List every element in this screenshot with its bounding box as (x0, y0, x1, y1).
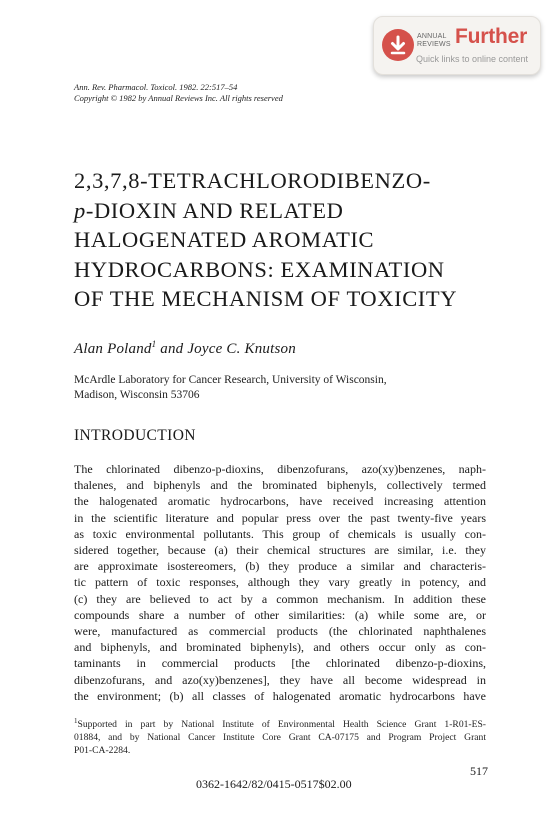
title-italic-p: p (74, 197, 86, 223)
affiliation-line: Madison, Wisconsin 53706 (74, 389, 200, 401)
author-line (74, 339, 296, 358)
section-heading: INTRODUCTION (74, 427, 196, 444)
article-title (74, 166, 514, 314)
title-line (74, 196, 514, 226)
badge-publisher-line: REVIEWS (417, 40, 451, 48)
body-line: the halogenated aromatic hydrocarbons, have received increasing attention (74, 494, 486, 509)
title-line: OF THE MECHANISM OF TOXICITY (74, 286, 458, 311)
badge-publisher (417, 33, 457, 48)
badge-subtitle: Quick links to online content (416, 54, 529, 64)
body-line: tic pattern of toxic responses, although they vary greatly in potency, and (74, 575, 486, 590)
title-line: HYDROCARBONS: EXAMINATION (74, 256, 445, 282)
body-line: the environment; (b) all classes of halogenated aromatic hydrocarbons have (74, 688, 486, 703)
footnote-line (74, 715, 486, 732)
body-text (74, 461, 486, 704)
journal-header (74, 82, 283, 104)
footnote-marker: 1 (74, 717, 78, 725)
page-number: 517 (470, 764, 488, 778)
document-code: 0362-1642/82/0415-0517$02.00 (196, 777, 352, 791)
badge-publisher-line: ANNUAL (417, 33, 447, 40)
author-rest: and Joyce C. Knutson (156, 341, 296, 357)
affiliation (74, 373, 387, 403)
body-line: thalenes, and biphenyls and the brominated biphenyls, collectively termed (74, 478, 486, 493)
title-line-rest: -DIOXIN AND RELATED (85, 197, 344, 223)
badge-title: Further (455, 25, 528, 48)
footnote-text: Supported in part by National Institute of Environmental Health Science Grant 1-R01-ES- (77, 719, 486, 731)
title-line: 2,3,7,8-TETRACHLORODIBENZO- (74, 168, 431, 193)
affiliation-line: McArdle Laboratory for Cancer Research, University of Wisconsin, (74, 374, 387, 386)
body-line: in the scientific literature and popular press over the past twenty-five years (74, 510, 486, 525)
body-line: compounds share a number of other similarities: (a) while some are, or (74, 607, 486, 622)
body-line: sidered together, because (a) their chemical structures are similar, i.e. they (74, 543, 486, 558)
author-first: Alan Poland (74, 341, 152, 357)
footnote-line: P01-CA-2284. (74, 744, 131, 756)
title-line: HALOGENATED AROMATIC (74, 227, 375, 252)
body-line: were, manufactured as commercial products (the chlorinated naphthalenes (74, 624, 486, 639)
author-footnote-marker: 1 (151, 339, 157, 349)
body-line: and biphenyls, and brominated biphenyls), and others occur only as con- (74, 640, 486, 655)
footnote-line: 01884, and by National Cancer Institute Core Grant CA-07175 and Program Project Grant (74, 731, 486, 743)
journal-citation: Ann. Rev. Pharmacol. Toxicol. 1982. 22:517–54 (74, 82, 238, 92)
further-badge[interactable] (373, 16, 541, 75)
body-line: taminants in commercial products [the chlorinated dibenzo-p-dioxins, (74, 656, 486, 671)
body-line: The chlorinated dibenzo-p-dioxins, dibenzofurans, azo(xy)benzenes, naph- (74, 462, 486, 476)
body-line: are approximate isostereomers, (b) they produce a similar and characteris- (74, 559, 486, 574)
body-line: dibenzofurans, and azo(xy)benzenes], they have all become widespread in (74, 672, 486, 687)
body-line: as toxic environmental pollutants. This group of chemicals is usually con- (74, 526, 486, 541)
footnote (74, 715, 486, 758)
download-arrow-icon (382, 29, 414, 61)
copyright-line: Copyright © 1982 by Annual Reviews Inc. All rights reserved (74, 93, 283, 103)
body-line: (c) they are believed to act by a common mechanism. In addition these (74, 591, 486, 606)
